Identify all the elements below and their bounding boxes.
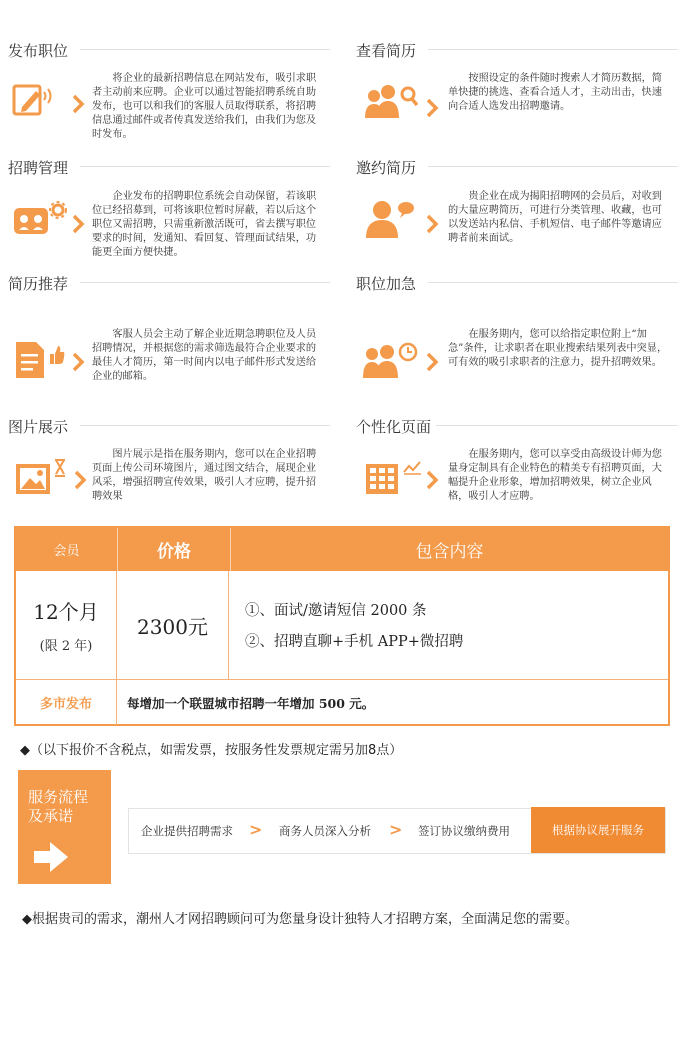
section-title-urgent: 职位加急 (356, 275, 417, 293)
section-title-invite: 邀约简历 (356, 159, 417, 177)
chevron-right-icon (72, 212, 86, 236)
section-text-manage: 企业发布的招聘职位系统会自动保留，若该职位已经招募到，可将该职位暂时屏蔽，若以后这个职位又需招聘，只需重新激活既可，省去撰写职位要求的时间，发通知、看回复、管理面试结果，功能更全面方便快捷。 (92, 191, 317, 258)
member-period: 12个月 (33, 600, 99, 624)
section-title-custom: 个性化页面 (356, 418, 432, 436)
pricing-table (14, 526, 670, 726)
chevron-right-icon (74, 468, 88, 492)
grid-chart-icon (364, 458, 420, 498)
header-price: 价格 (118, 528, 231, 571)
section-divider (80, 425, 330, 426)
flow-step-2: 商务人员深入分析 (279, 824, 371, 838)
arrow-right-icon (32, 840, 70, 878)
chevron-right-icon: > (249, 820, 263, 839)
flow-title-line1: 服务流程 (28, 788, 89, 806)
section-divider (80, 282, 330, 283)
price-cell (117, 571, 229, 679)
tax-note: ◆（以下报价不含税点，如需发票，按服务性发票规定需另加8点） (20, 743, 403, 758)
pricing-table-header (16, 528, 668, 571)
flow-step-3: 签订协议缴纳费用 (418, 824, 510, 838)
chevron-right-icon (426, 468, 440, 492)
pricing-extra-row (16, 680, 668, 725)
header-member: 会员 (16, 528, 118, 571)
edit-sound-icon (12, 80, 52, 120)
flow-step-1: 企业提供招聘需求 (141, 824, 233, 838)
price-value: 2300元 (137, 614, 208, 639)
chevron-right-icon (426, 212, 440, 236)
pricing-row (16, 571, 668, 680)
manage-gear-icon (12, 200, 68, 240)
section-text-publish: 将企业的最新招聘信息在网站发布，吸引求职者主动前来应聘。企业可以通过智能招聘系统自助发布，也可以和我们的客服人员取得联系，将招聘信息通过邮件或者传真发送给我们，由我们为您及时发布。 (92, 73, 317, 140)
chevron-right-icon: > (389, 820, 403, 839)
extra-label: 多市发布 (16, 680, 117, 725)
extra-text: 每增加一个联盟城市招聘一年增加 500 元。 (127, 695, 375, 711)
picture-hourglass-icon (14, 458, 70, 498)
section-title-photo: 图片展示 (8, 418, 69, 436)
section-text-photo: 图片展示是指在服务期内，您可以在企业招聘页面上传公司环境图片，通过图文结合，展现企业风采，增强招聘宣传效果，吸引人才应聘，提升招聘效果 (92, 449, 317, 502)
section-text-urgent: 在服务期内，您可以给指定职位附上“加急”条件，让求职者在职业搜索结果列表中突显，可有效的吸引求职者的注意力，提升招聘效果。 (448, 329, 668, 368)
section-divider (428, 166, 678, 167)
chevron-right-icon (426, 350, 440, 374)
flow-steps-bar (128, 808, 666, 854)
content-cell (229, 571, 668, 679)
section-divider (80, 49, 330, 50)
member-cell (16, 571, 117, 679)
section-divider (436, 425, 678, 426)
section-divider (80, 166, 330, 167)
member-limit: (限 2 年) (39, 639, 93, 654)
section-title-manage: 招聘管理 (8, 159, 69, 177)
flow-title-block (18, 770, 111, 884)
section-title-publish: 发布职位 (8, 42, 69, 60)
section-title-recommend: 简历推荐 (8, 275, 69, 293)
header-content: 包含内容 (415, 542, 484, 562)
section-text-resume: 按照设定的条件随时搜索人才简历数据，简单快捷的挑选、查看合适人才，主动出击，快速向合适人选发出招聘邀请。 (448, 73, 662, 112)
content-item-2: ②、招聘直聊+手机 APP+微招聘 (245, 634, 464, 650)
closing-note: ◆根据贵司的需求，潮州人才网招聘顾问可为您量身设计独特人才招聘方案，全面满足您的需要。 (22, 912, 578, 927)
section-text-recommend: 客服人员会主动了解企业近期急聘职位及人员招聘情况，并根据您的需求筛选最符合企业要求的最佳人才简历，第一时间内以电子邮件形式发送给企业的邮箱。 (92, 329, 317, 382)
section-text-custom: 在服务期内，您可以享受由高级设计师为您量身定制具有企业特色的精美专有招聘页面，大幅提升企业形象，增加招聘效果，树立企业风格，吸引人才应聘。 (448, 449, 662, 502)
flow-step-final: 根据协议展开服务 (531, 807, 665, 853)
people-clock-icon (362, 340, 418, 380)
chevron-right-icon (72, 350, 86, 374)
chevron-right-icon (72, 92, 86, 116)
section-text-invite: 贵企业在成为揭阳招聘网的会员后，对收到的大量应聘简历，可进行分类管理、收藏，也可以发送站内私信、手机短信、电子邮件等邀请应聘者前来面试。 (448, 191, 662, 244)
flow-title-line2: 及承诺 (28, 807, 74, 825)
section-divider (428, 282, 678, 283)
person-chat-icon (364, 198, 416, 238)
section-divider (428, 49, 678, 50)
document-thumb-icon (14, 340, 66, 380)
section-title-resume: 查看简历 (356, 42, 417, 60)
chevron-right-icon (426, 96, 440, 120)
people-search-icon (364, 82, 418, 122)
content-item-1: ①、面试/邀请短信 2000 条 (245, 603, 427, 619)
